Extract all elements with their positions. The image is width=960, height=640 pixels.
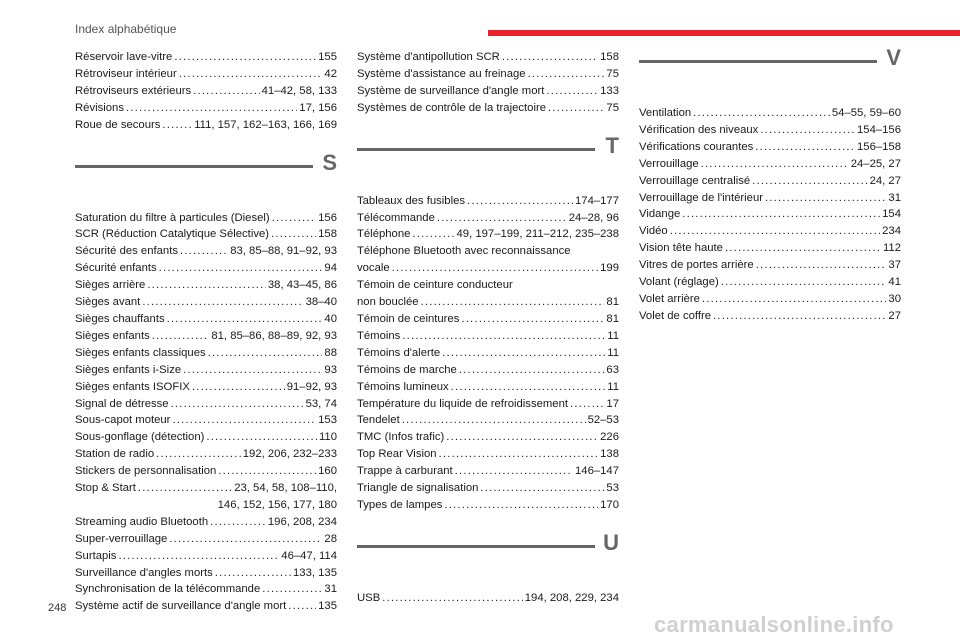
entry-term: Sièges arrière (75, 279, 146, 292)
entry-pages: 17 (606, 397, 619, 410)
index-entry (357, 294, 619, 311)
index-column-1 (75, 49, 337, 615)
entry-pages: 41 (888, 276, 901, 289)
index-entry (75, 210, 337, 227)
entry-term: Télécommande (357, 211, 435, 224)
entry-pages: 88 (324, 346, 337, 359)
entry-term: Surtapis (75, 549, 117, 562)
dot-leader (142, 294, 303, 311)
entry-pages: 83, 85–88, 91–92, 93 (230, 245, 337, 258)
index-entry (75, 565, 337, 582)
dot-leader (392, 260, 598, 277)
entry-term: Sécurité des enfants (75, 245, 178, 258)
entry-term: Sièges chauffants (75, 312, 165, 325)
entry-term: Stop & Start (75, 482, 136, 495)
dot-leader (446, 429, 598, 446)
entry-term: Téléphone (357, 228, 411, 241)
dot-leader (437, 210, 567, 227)
index-entry (357, 345, 619, 362)
index-entry (75, 581, 337, 598)
entries-r (75, 49, 337, 134)
dot-leader (502, 49, 598, 66)
entry-pages: 40 (324, 312, 337, 325)
entry-term: Système actif de surveillance d'angle mort (75, 600, 287, 613)
entry-pages: 160 (318, 465, 337, 478)
entry-pages: 135 (318, 600, 337, 613)
entry-pages: 111, 157, 162–163, 166, 169 (194, 118, 337, 131)
entry-pages: 199 (600, 262, 619, 275)
entry-pages: 11 (607, 346, 619, 359)
entry-term: Systèmes de contrôle de la trajectoire (357, 101, 547, 114)
entry-pages: 54–55, 59–60 (831, 107, 901, 119)
index-entry (75, 396, 337, 413)
dot-leader (192, 379, 285, 396)
index-entry (639, 190, 901, 207)
entry-pages: 174–177 (575, 194, 619, 207)
dot-leader (756, 257, 887, 274)
index-entry (357, 49, 619, 66)
dot-leader (156, 446, 241, 463)
entry-pages: 155 (318, 51, 337, 63)
entry-pages: 30 (888, 292, 901, 305)
entry-term: Signal de détresse (75, 397, 169, 410)
entry-term: Sièges enfants i-Size (75, 363, 182, 376)
entry-pages: 75 (606, 67, 619, 80)
index-entry (357, 396, 619, 413)
dot-leader (147, 277, 266, 294)
dot-leader (693, 105, 830, 122)
entry-term: Sièges enfants ISOFIX (75, 380, 190, 393)
dot-leader (218, 463, 316, 480)
index-entry (75, 480, 337, 497)
entry-pages: 133, 135 (293, 566, 337, 579)
entry-term: Tableaux des fusibles (357, 194, 466, 207)
index-entry (639, 173, 901, 190)
dot-leader (167, 311, 323, 328)
index-entry (75, 243, 337, 260)
dot-leader (138, 480, 232, 497)
index-entry (639, 206, 901, 223)
entries-t (357, 193, 619, 514)
entry-pages: 24–28, 96 (568, 211, 619, 224)
dot-leader (721, 274, 887, 291)
index-entry (75, 83, 337, 100)
dot-leader (548, 100, 604, 117)
entry-pages: 158 (318, 228, 337, 241)
index-entry (75, 66, 337, 83)
index-column-3 (639, 45, 901, 325)
entry-pages: 46–47, 114 (281, 549, 337, 562)
dot-leader (162, 117, 192, 134)
index-entry (639, 223, 901, 240)
dot-leader (272, 210, 316, 227)
index-entry (357, 100, 619, 117)
entry-term: Température du liquide de refroidissement (357, 397, 568, 410)
dot-leader (288, 598, 316, 615)
dot-leader (206, 429, 317, 446)
index-entry (75, 598, 337, 615)
index-entry (639, 291, 901, 308)
index-entry (639, 274, 901, 291)
index-entry-heading: Téléphone Bluetooth avec reconnaissance (357, 245, 571, 258)
dot-leader (382, 590, 523, 607)
index-entry (75, 379, 337, 396)
section-letter-t: T (605, 132, 619, 158)
entry-pages: 91–92, 93 (286, 380, 337, 393)
dot-leader (765, 190, 886, 207)
entry-term: Vérifications courantes (639, 140, 754, 153)
entry-pages: 112 (882, 242, 901, 255)
entry-pages: 196, 208, 234 (267, 515, 337, 528)
entry-pages: 11 (607, 329, 619, 342)
dot-leader (215, 565, 291, 582)
dot-leader (210, 514, 266, 531)
page-header-title: Index alphabétique (75, 22, 177, 36)
dot-leader (451, 379, 606, 396)
index-entry (357, 193, 619, 210)
index-entry (357, 412, 619, 429)
entries-s-cont (357, 49, 619, 117)
dot-leader (118, 548, 279, 565)
index-entry (357, 226, 619, 243)
dot-leader (461, 311, 604, 328)
dot-leader (152, 328, 210, 345)
entry-pages: 52–53 (587, 414, 619, 427)
entry-pages: 156 (318, 211, 337, 224)
entry-term: Streaming audio Bluetooth (75, 515, 209, 528)
entry-term: Station de radio (75, 448, 155, 461)
dot-leader (570, 396, 604, 413)
entry-pages: 154 (882, 208, 901, 221)
dot-leader (193, 83, 259, 100)
entry-term: Rétroviseurs extérieurs (75, 84, 192, 97)
dot-leader (208, 345, 323, 362)
entry-term: Système de surveillance d'angle mort (357, 84, 545, 97)
entry-pages: 75 (606, 101, 619, 114)
entry-term: Roue de secours (75, 118, 161, 131)
entry-term: Vidéo (639, 225, 668, 238)
entry-pages: 110 (318, 431, 337, 444)
index-entry (75, 345, 337, 362)
dot-leader (179, 66, 323, 83)
section-header-u (357, 529, 619, 590)
index-entry (75, 548, 337, 565)
index-entry (357, 66, 619, 83)
index-entry (357, 429, 619, 446)
dot-leader (172, 412, 316, 429)
entry-term: Témoin de ceintures (357, 312, 460, 325)
dot-leader (126, 100, 297, 117)
index-entry-heading: Témoin de ceinture conducteur (357, 279, 513, 292)
index-entry (75, 294, 337, 311)
entry-pages: 192, 206, 232–233 (242, 448, 337, 461)
index-entry (75, 311, 337, 328)
dot-leader (670, 223, 880, 240)
section-letter-v: V (886, 45, 901, 70)
index-entry (357, 590, 619, 607)
entry-term: Témoins d'alerte (357, 346, 441, 359)
section-header-t (357, 132, 619, 193)
entry-pages: 49, 197–199, 211–212, 235–238 (456, 228, 619, 241)
entry-term: Triangle de signalisation (357, 482, 479, 495)
entry-pages: 93 (324, 363, 337, 376)
entry-term: Trappe à carburant (357, 465, 453, 478)
index-entry (75, 49, 337, 66)
entry-pages: 146–147 (575, 465, 619, 478)
dot-leader (402, 412, 586, 429)
entry-pages: 170 (600, 498, 619, 511)
entry-pages: 42 (324, 67, 337, 80)
entry-term: Top Rear Vision (357, 448, 437, 461)
section-rule (75, 165, 313, 168)
entries-s (75, 210, 337, 616)
dot-leader (546, 83, 598, 100)
entry-pages: 27 (888, 309, 901, 322)
index-entry (75, 412, 337, 429)
entry-pages: 28 (324, 532, 337, 545)
index-entry (639, 139, 901, 156)
index-entry (357, 260, 619, 277)
header-accent-bar (488, 30, 960, 36)
entry-pages: 24, 27 (869, 174, 901, 187)
dot-leader (459, 362, 605, 379)
dot-leader (444, 497, 598, 514)
index-entry (639, 257, 901, 274)
index-entry (75, 328, 337, 345)
entry-term: Témoins (357, 329, 401, 342)
entry-pages: 38–40 (305, 296, 337, 309)
entry-pages: 31 (888, 191, 901, 204)
entry-term: Sièges avant (75, 296, 141, 309)
entries-u (357, 590, 619, 607)
dot-leader (467, 193, 573, 210)
dot-leader (174, 49, 316, 66)
dot-leader (180, 243, 228, 260)
dot-leader (402, 328, 605, 345)
entry-term: Sous-gonflage (détection) (75, 431, 205, 444)
dot-leader (702, 291, 887, 308)
index-entry (639, 240, 901, 257)
entry-pages: 53 (606, 482, 619, 495)
dot-leader (528, 66, 605, 83)
index-entry (357, 379, 619, 396)
index-entry (357, 328, 619, 345)
index-entry (75, 514, 337, 531)
index-entry (639, 156, 901, 173)
index-entry (357, 362, 619, 379)
entry-term: Surveillance d'angles morts (75, 566, 213, 579)
dot-leader (752, 173, 867, 190)
section-header-v (639, 45, 901, 105)
index-entry (75, 117, 337, 134)
index-entry (75, 100, 337, 117)
entry-term: Volet arrière (639, 292, 700, 305)
entry-pages-continued: 146, 152, 156, 177, 180 (217, 498, 337, 511)
index-entry (357, 497, 619, 514)
entry-pages: 41–42, 58, 133 (261, 84, 337, 97)
section-rule (357, 545, 595, 548)
index-entry (75, 446, 337, 463)
index-entry (357, 480, 619, 497)
entry-pages: 81, 85–86, 88–89, 92, 93 (211, 329, 337, 342)
dot-leader (713, 308, 886, 325)
entry-pages: 234 (882, 225, 901, 238)
entry-term: Témoins lumineux (357, 380, 449, 393)
section-header-s (75, 149, 337, 210)
entry-term: Vision tête haute (639, 242, 723, 255)
entry-term: Volant (réglage) (639, 276, 719, 289)
entry-term: Vitres de portes arrière (639, 259, 754, 272)
index-column-2 (357, 49, 619, 607)
entry-term: Vérification des niveaux (639, 123, 759, 136)
entry-term: Ventilation (639, 107, 692, 119)
entry-term: Synchronisation de la télécommande (75, 583, 261, 596)
section-rule (357, 148, 595, 151)
dot-leader (760, 122, 855, 139)
dot-leader (480, 480, 604, 497)
dot-leader (439, 446, 599, 463)
entry-term: Système d'antipollution SCR (357, 51, 500, 63)
entry-term: Verrouillage de l'intérieur (639, 191, 763, 204)
dot-leader (421, 294, 605, 311)
page-number: 248 (48, 602, 67, 614)
entry-pages: 38, 43–45, 86 (267, 279, 337, 292)
dot-leader (271, 226, 316, 243)
entry-pages: 37 (888, 259, 901, 272)
entry-term: Sous-capot moteur (75, 414, 171, 427)
index-entry (639, 122, 901, 139)
dot-leader (682, 206, 880, 223)
index-entry (75, 429, 337, 446)
dot-leader (412, 226, 454, 243)
index-entry (357, 83, 619, 100)
entry-term: vocale (357, 262, 390, 275)
dot-leader (442, 345, 605, 362)
entry-pages: 81 (606, 312, 619, 325)
entry-pages: 226 (600, 431, 619, 444)
entry-pages: 17, 156 (299, 101, 337, 114)
entry-pages: 153 (318, 414, 337, 427)
dot-leader (169, 531, 322, 548)
index-entry (357, 311, 619, 328)
index-entry (75, 463, 337, 480)
entry-term: USB (357, 591, 381, 604)
index-entry (75, 277, 337, 294)
index-entry (639, 105, 901, 122)
entry-pages: 138 (600, 448, 619, 461)
entry-term: Système d'assistance au freinage (357, 67, 526, 80)
entry-term: Tendelet (357, 414, 400, 427)
entry-term: Sièges enfants classiques (75, 346, 206, 359)
section-letter-s: S (322, 149, 337, 175)
entry-term: non bouclée (357, 296, 419, 309)
entry-term: Stickers de personnalisation (75, 465, 217, 478)
entry-pages: 133 (600, 84, 619, 97)
entry-term: Verrouillage (639, 157, 699, 170)
section-letter-u: U (603, 529, 619, 555)
entry-pages: 81 (606, 296, 619, 309)
entry-pages: 53, 74 (305, 397, 337, 410)
dot-leader (183, 362, 322, 379)
dot-leader (262, 581, 322, 598)
entry-pages: 154–156 (857, 123, 901, 136)
entry-term: Sécurité enfants (75, 262, 157, 275)
dot-leader (725, 240, 881, 257)
section-rule (639, 60, 877, 63)
index-entry (639, 308, 901, 325)
entry-pages: 194, 208, 229, 234 (524, 591, 619, 604)
entry-term: Témoins de marche (357, 363, 457, 376)
entry-term: Sièges enfants (75, 329, 150, 342)
dot-leader (755, 139, 855, 156)
index-entry (357, 463, 619, 480)
dot-leader (455, 463, 573, 480)
entry-term: Saturation du filtre à particules (Diesel) (75, 211, 270, 224)
entries-v (639, 105, 901, 325)
dot-leader (171, 396, 304, 413)
entry-term: Types de lampes (357, 498, 443, 511)
index-entry (75, 260, 337, 277)
entry-pages: 63 (606, 363, 619, 376)
entry-term: Réservoir lave-vitre (75, 51, 173, 63)
entry-pages: 24–25, 27 (850, 157, 901, 170)
watermark: carmanualsonline.info (654, 612, 894, 637)
entry-pages: 156–158 (857, 140, 901, 153)
entry-pages: 158 (600, 51, 619, 63)
entry-term: Vidange (639, 208, 681, 221)
entry-term: Rétroviseur intérieur (75, 67, 177, 80)
index-entry (75, 226, 337, 243)
entry-pages: 23, 54, 58, 108–110, (234, 482, 337, 495)
entry-term: Super-verrouillage (75, 532, 168, 545)
entry-term: Verrouillage centralisé (639, 174, 751, 187)
entry-term: Volet de coffre (639, 309, 712, 322)
index-entry (357, 446, 619, 463)
dot-leader (159, 260, 323, 277)
entry-pages: 31 (324, 583, 337, 596)
index-entry (357, 210, 619, 227)
dot-leader (701, 156, 849, 173)
entry-term: Révisions (75, 101, 124, 114)
entry-term: TMC (Infos trafic) (357, 431, 445, 444)
entry-term: SCR (Réduction Catalytique Sélective) (75, 228, 270, 241)
index-entry (75, 362, 337, 379)
entry-pages: 94 (324, 262, 337, 275)
index-entry (75, 531, 337, 548)
entry-pages: 11 (607, 380, 619, 393)
